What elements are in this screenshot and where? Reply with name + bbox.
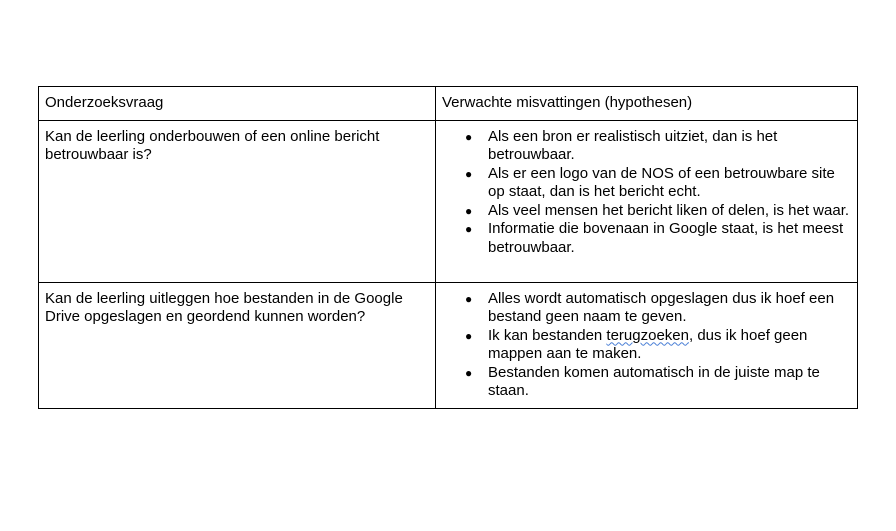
bullet-icon: ● [465, 365, 473, 380]
bullet-icon: ● [465, 129, 473, 144]
list-item [465, 289, 851, 327]
list-item [465, 326, 851, 364]
question-text: Kan de leerling onderbouwen of een online bericht betrouwbaar is? [45, 127, 380, 163]
list-item [465, 220, 851, 257]
bullet-icon: ● [465, 328, 473, 343]
misconception-text: Als een bron er realistisch uitziet, dan is het betrouwbaar. [488, 127, 778, 163]
misconception-text: Als veel mensen het bericht liken of delen, is het waar. [488, 201, 850, 219]
header-label: Onderzoeksvraag [45, 94, 164, 111]
table-row [39, 120, 858, 282]
misconception-text: Informatie die bovenaan in Google staat, is het meest betrouwbaar. [488, 220, 844, 256]
misconception-text: Alles wordt automatisch opgeslagen dus ik hoef een bestand geen naam te geven. [488, 289, 835, 325]
misconception-list [442, 290, 851, 401]
table-header-row [39, 87, 858, 121]
list-item [465, 127, 851, 165]
misconceptions-cell[interactable] [436, 120, 858, 282]
header-label: Verwachte misvattingen (hypothesen) [442, 94, 693, 111]
spellcheck-flagged-word[interactable]: terugzoeken [606, 326, 689, 344]
bullet-icon: ● [465, 203, 473, 218]
misconception-list [442, 128, 851, 258]
question-cell[interactable] [39, 282, 436, 408]
misconception-text-before: Ik kan bestanden [488, 326, 607, 344]
misconception-text: Bestanden komen automatisch in de juiste map te staan. [488, 363, 820, 399]
list-item [465, 201, 851, 221]
misconception-text: Als er een logo van de NOS of een betrouwbare site op staat, dan is het bericht echt. [488, 164, 835, 200]
header-cell-onderzoeksvraag[interactable] [39, 87, 436, 121]
misconception-text-after: , dus ik hoef geen mappen aan te maken. [488, 326, 808, 362]
question-text: Kan de leerling uitleggen hoe bestanden in de Google Drive opgeslagen en geordend kunnen worden? [45, 289, 403, 325]
table-row [39, 282, 858, 408]
misconceptions-cell[interactable] [436, 282, 858, 408]
bullet-icon: ● [465, 291, 473, 306]
research-table [38, 86, 858, 409]
list-item [465, 363, 851, 401]
bullet-icon: ● [465, 166, 473, 181]
question-cell[interactable] [39, 120, 436, 282]
list-item [465, 164, 851, 202]
header-cell-misvattingen[interactable] [436, 87, 858, 121]
bullet-icon: ● [465, 222, 473, 236]
